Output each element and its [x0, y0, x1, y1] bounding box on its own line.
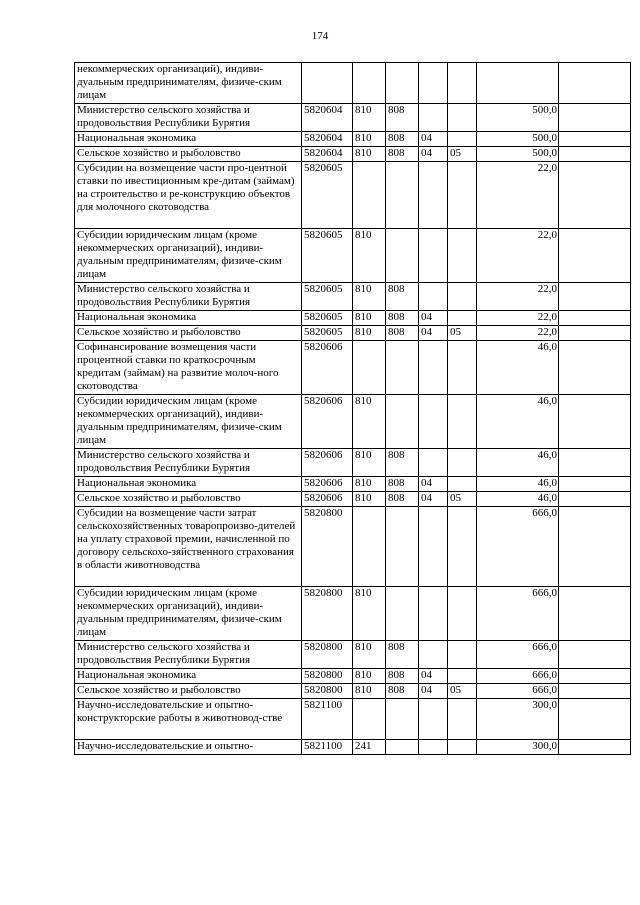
- sum-cell: 22,0: [477, 283, 559, 311]
- subsection-cell: [448, 283, 477, 311]
- section-cell: [419, 162, 448, 229]
- empty-column-cell: [559, 104, 631, 132]
- expense-type-cell: 810: [353, 147, 386, 162]
- sum-cell: 22,0: [477, 162, 559, 229]
- ministry-code-cell: [386, 740, 419, 755]
- row-name-cell: Сельское хозяйство и рыболовство: [75, 492, 302, 507]
- subsection-cell: [448, 740, 477, 755]
- sum-cell: [477, 63, 559, 104]
- empty-column-cell: [559, 283, 631, 311]
- sum-cell: 46,0: [477, 341, 559, 395]
- sum-cell: 46,0: [477, 395, 559, 449]
- subsection-cell: [448, 507, 477, 587]
- empty-column-cell: [559, 477, 631, 492]
- row-name-cell: Национальная экономика: [75, 669, 302, 684]
- sum-cell: 46,0: [477, 492, 559, 507]
- table-row: [75, 104, 631, 132]
- sum-cell: 22,0: [477, 229, 559, 283]
- target-article-cell: 5820606: [302, 477, 353, 492]
- ministry-code-cell: [386, 699, 419, 740]
- subsection-cell: [448, 699, 477, 740]
- target-article-cell: 5820800: [302, 641, 353, 669]
- expense-type-cell: 810: [353, 449, 386, 477]
- sum-cell: 300,0: [477, 699, 559, 740]
- section-cell: [419, 507, 448, 587]
- section-cell: [419, 395, 448, 449]
- ministry-code-cell: [386, 162, 419, 229]
- target-article-cell: [302, 63, 353, 104]
- target-article-cell: 5821100: [302, 740, 353, 755]
- expense-type-cell: 810: [353, 641, 386, 669]
- section-cell: [419, 449, 448, 477]
- subsection-cell: 05: [448, 326, 477, 341]
- subsection-cell: [448, 449, 477, 477]
- table-row: [75, 395, 631, 449]
- ministry-code-cell: [386, 341, 419, 395]
- target-article-cell: 5820605: [302, 326, 353, 341]
- expense-type-cell: 810: [353, 669, 386, 684]
- table-row: [75, 311, 631, 326]
- ministry-code-cell: 808: [386, 132, 419, 147]
- target-article-cell: 5820606: [302, 449, 353, 477]
- ministry-code-cell: [386, 229, 419, 283]
- row-name-cell: Национальная экономика: [75, 132, 302, 147]
- ministry-code-cell: 808: [386, 147, 419, 162]
- table-row: [75, 477, 631, 492]
- ministry-code-cell: [386, 63, 419, 104]
- table-row: [75, 699, 631, 740]
- section-cell: 04: [419, 147, 448, 162]
- empty-column-cell: [559, 326, 631, 341]
- expense-type-cell: 810: [353, 132, 386, 147]
- table-row: [75, 641, 631, 669]
- empty-column-cell: [559, 395, 631, 449]
- row-name-cell: Научно-исследовательские и опытно-конструкторские работы в животновод-стве: [75, 699, 302, 740]
- section-cell: [419, 229, 448, 283]
- subsection-cell: [448, 587, 477, 641]
- empty-column-cell: [559, 684, 631, 699]
- sum-cell: 666,0: [477, 507, 559, 587]
- section-cell: 04: [419, 311, 448, 326]
- ministry-code-cell: 808: [386, 669, 419, 684]
- table-body: [75, 63, 631, 755]
- sum-cell: 666,0: [477, 684, 559, 699]
- row-name-cell: Национальная экономика: [75, 477, 302, 492]
- empty-column-cell: [559, 229, 631, 283]
- expense-type-cell: [353, 63, 386, 104]
- table-row: [75, 162, 631, 229]
- sum-cell: 500,0: [477, 147, 559, 162]
- expense-type-cell: 810: [353, 477, 386, 492]
- target-article-cell: 5820606: [302, 341, 353, 395]
- ministry-code-cell: 808: [386, 684, 419, 699]
- target-article-cell: 5820604: [302, 147, 353, 162]
- sum-cell: 46,0: [477, 477, 559, 492]
- ministry-code-cell: 808: [386, 449, 419, 477]
- subsection-cell: [448, 162, 477, 229]
- section-cell: 04: [419, 477, 448, 492]
- sum-cell: 500,0: [477, 104, 559, 132]
- expense-type-cell: [353, 162, 386, 229]
- subsection-cell: [448, 669, 477, 684]
- ministry-code-cell: 808: [386, 477, 419, 492]
- table-row: [75, 507, 631, 587]
- ministry-code-cell: [386, 507, 419, 587]
- table-row: [75, 587, 631, 641]
- table-row: [75, 283, 631, 311]
- table-row: [75, 449, 631, 477]
- target-article-cell: 5820800: [302, 507, 353, 587]
- section-cell: 04: [419, 492, 448, 507]
- expense-type-cell: [353, 507, 386, 587]
- row-name-cell: Субсидии на возмещение части затрат сельскохозяйственных товаропроизво-дителей на уплату страховой премии, начисленной по договору сельскохо-зяйственного страхования в области животноводства: [75, 507, 302, 587]
- subsection-cell: [448, 341, 477, 395]
- table-row: [75, 492, 631, 507]
- section-cell: 04: [419, 132, 448, 147]
- empty-column-cell: [559, 162, 631, 229]
- empty-column-cell: [559, 669, 631, 684]
- table-row: [75, 669, 631, 684]
- row-name-cell: Министерство сельского хозяйства и продовольствия Республики Бурятия: [75, 641, 302, 669]
- target-article-cell: 5820800: [302, 684, 353, 699]
- section-cell: 04: [419, 326, 448, 341]
- target-article-cell: 5820606: [302, 492, 353, 507]
- row-name-cell: Министерство сельского хозяйства и продовольствия Республики Бурятия: [75, 104, 302, 132]
- expense-type-cell: 810: [353, 492, 386, 507]
- empty-column-cell: [559, 699, 631, 740]
- ministry-code-cell: 808: [386, 311, 419, 326]
- subsection-cell: [448, 395, 477, 449]
- row-name-cell: Сельское хозяйство и рыболовство: [75, 684, 302, 699]
- sum-cell: 666,0: [477, 587, 559, 641]
- table-row: [75, 63, 631, 104]
- target-article-cell: 5820604: [302, 132, 353, 147]
- empty-column-cell: [559, 492, 631, 507]
- expense-type-cell: [353, 699, 386, 740]
- section-cell: [419, 699, 448, 740]
- ministry-code-cell: 808: [386, 641, 419, 669]
- table-row: [75, 341, 631, 395]
- empty-column-cell: [559, 63, 631, 104]
- subsection-cell: 05: [448, 147, 477, 162]
- section-cell: [419, 63, 448, 104]
- row-name-cell: Национальная экономика: [75, 311, 302, 326]
- empty-column-cell: [559, 507, 631, 587]
- budget-table: [74, 62, 631, 755]
- target-article-cell: 5820605: [302, 162, 353, 229]
- expense-type-cell: 810: [353, 326, 386, 341]
- table-row: [75, 132, 631, 147]
- target-article-cell: 5820800: [302, 669, 353, 684]
- sum-cell: 46,0: [477, 449, 559, 477]
- table-row: [75, 326, 631, 341]
- target-article-cell: 5821100: [302, 699, 353, 740]
- subsection-cell: [448, 641, 477, 669]
- row-name-cell: некоммерческих организаций), индиви-дуальным предпринимателям, физиче-ским лицам: [75, 63, 302, 104]
- subsection-cell: 05: [448, 684, 477, 699]
- empty-column-cell: [559, 147, 631, 162]
- subsection-cell: 05: [448, 492, 477, 507]
- sum-cell: 300,0: [477, 740, 559, 755]
- ministry-code-cell: [386, 587, 419, 641]
- row-name-cell: Софинансирование возмещения части процентной ставки по краткосрочным кредитам (займам) на развитие молоч-ного скотоводства: [75, 341, 302, 395]
- section-cell: [419, 341, 448, 395]
- table-row: [75, 147, 631, 162]
- section-cell: [419, 587, 448, 641]
- row-name-cell: Субсидии юридическим лицам (кроме некоммерческих организаций), индиви-дуальным предпринимателям, физиче-ским лицам: [75, 395, 302, 449]
- row-name-cell: Субсидии юридическим лицам (кроме некоммерческих организаций), индиви-дуальным предпринимателям, физиче-ским лицам: [75, 587, 302, 641]
- empty-column-cell: [559, 311, 631, 326]
- page-number: 174: [311, 30, 329, 42]
- empty-column-cell: [559, 341, 631, 395]
- expense-type-cell: 810: [353, 684, 386, 699]
- expense-type-cell: 810: [353, 283, 386, 311]
- subsection-cell: [448, 63, 477, 104]
- sum-cell: 22,0: [477, 311, 559, 326]
- section-cell: [419, 641, 448, 669]
- expense-type-cell: 810: [353, 395, 386, 449]
- target-article-cell: 5820605: [302, 229, 353, 283]
- expense-type-cell: 810: [353, 311, 386, 326]
- row-name-cell: Сельское хозяйство и рыболовство: [75, 147, 302, 162]
- section-cell: [419, 740, 448, 755]
- row-name-cell: Субсидии на возмещение части про-центной ставки по ивестиционным кре-дитам (займам) на строительство и ре-конструкцию объектов для молочного скотоводства: [75, 162, 302, 229]
- section-cell: 04: [419, 669, 448, 684]
- subsection-cell: [448, 132, 477, 147]
- row-name-cell: Сельское хозяйство и рыболовство: [75, 326, 302, 341]
- subsection-cell: [448, 104, 477, 132]
- target-article-cell: 5820800: [302, 587, 353, 641]
- sum-cell: 500,0: [477, 132, 559, 147]
- expense-type-cell: 810: [353, 104, 386, 132]
- ministry-code-cell: [386, 395, 419, 449]
- empty-column-cell: [559, 132, 631, 147]
- expense-type-cell: 241: [353, 740, 386, 755]
- target-article-cell: 5820605: [302, 283, 353, 311]
- target-article-cell: 5820604: [302, 104, 353, 132]
- table-row: [75, 740, 631, 755]
- subsection-cell: [448, 477, 477, 492]
- ministry-code-cell: 808: [386, 283, 419, 311]
- expense-type-cell: 810: [353, 587, 386, 641]
- table-row: [75, 229, 631, 283]
- ministry-code-cell: 808: [386, 104, 419, 132]
- empty-column-cell: [559, 641, 631, 669]
- table-row: [75, 684, 631, 699]
- section-cell: [419, 283, 448, 311]
- expense-type-cell: [353, 341, 386, 395]
- section-cell: [419, 104, 448, 132]
- ministry-code-cell: 808: [386, 326, 419, 341]
- empty-column-cell: [559, 740, 631, 755]
- row-name-cell: Министерство сельского хозяйства и продовольствия Республики Бурятия: [75, 449, 302, 477]
- sum-cell: 666,0: [477, 641, 559, 669]
- expense-type-cell: 810: [353, 229, 386, 283]
- subsection-cell: [448, 311, 477, 326]
- ministry-code-cell: 808: [386, 492, 419, 507]
- target-article-cell: 5820605: [302, 311, 353, 326]
- section-cell: 04: [419, 684, 448, 699]
- empty-column-cell: [559, 587, 631, 641]
- subsection-cell: [448, 229, 477, 283]
- empty-column-cell: [559, 449, 631, 477]
- row-name-cell: Министерство сельского хозяйства и продовольствия Республики Бурятия: [75, 283, 302, 311]
- sum-cell: 22,0: [477, 326, 559, 341]
- row-name-cell: Субсидии юридическим лицам (кроме некоммерческих организаций), индиви-дуальным предпринимателям, физиче-ским лицам: [75, 229, 302, 283]
- row-name-cell: Научно-исследовательские и опытно-: [75, 740, 302, 755]
- target-article-cell: 5820606: [302, 395, 353, 449]
- sum-cell: 666,0: [477, 669, 559, 684]
